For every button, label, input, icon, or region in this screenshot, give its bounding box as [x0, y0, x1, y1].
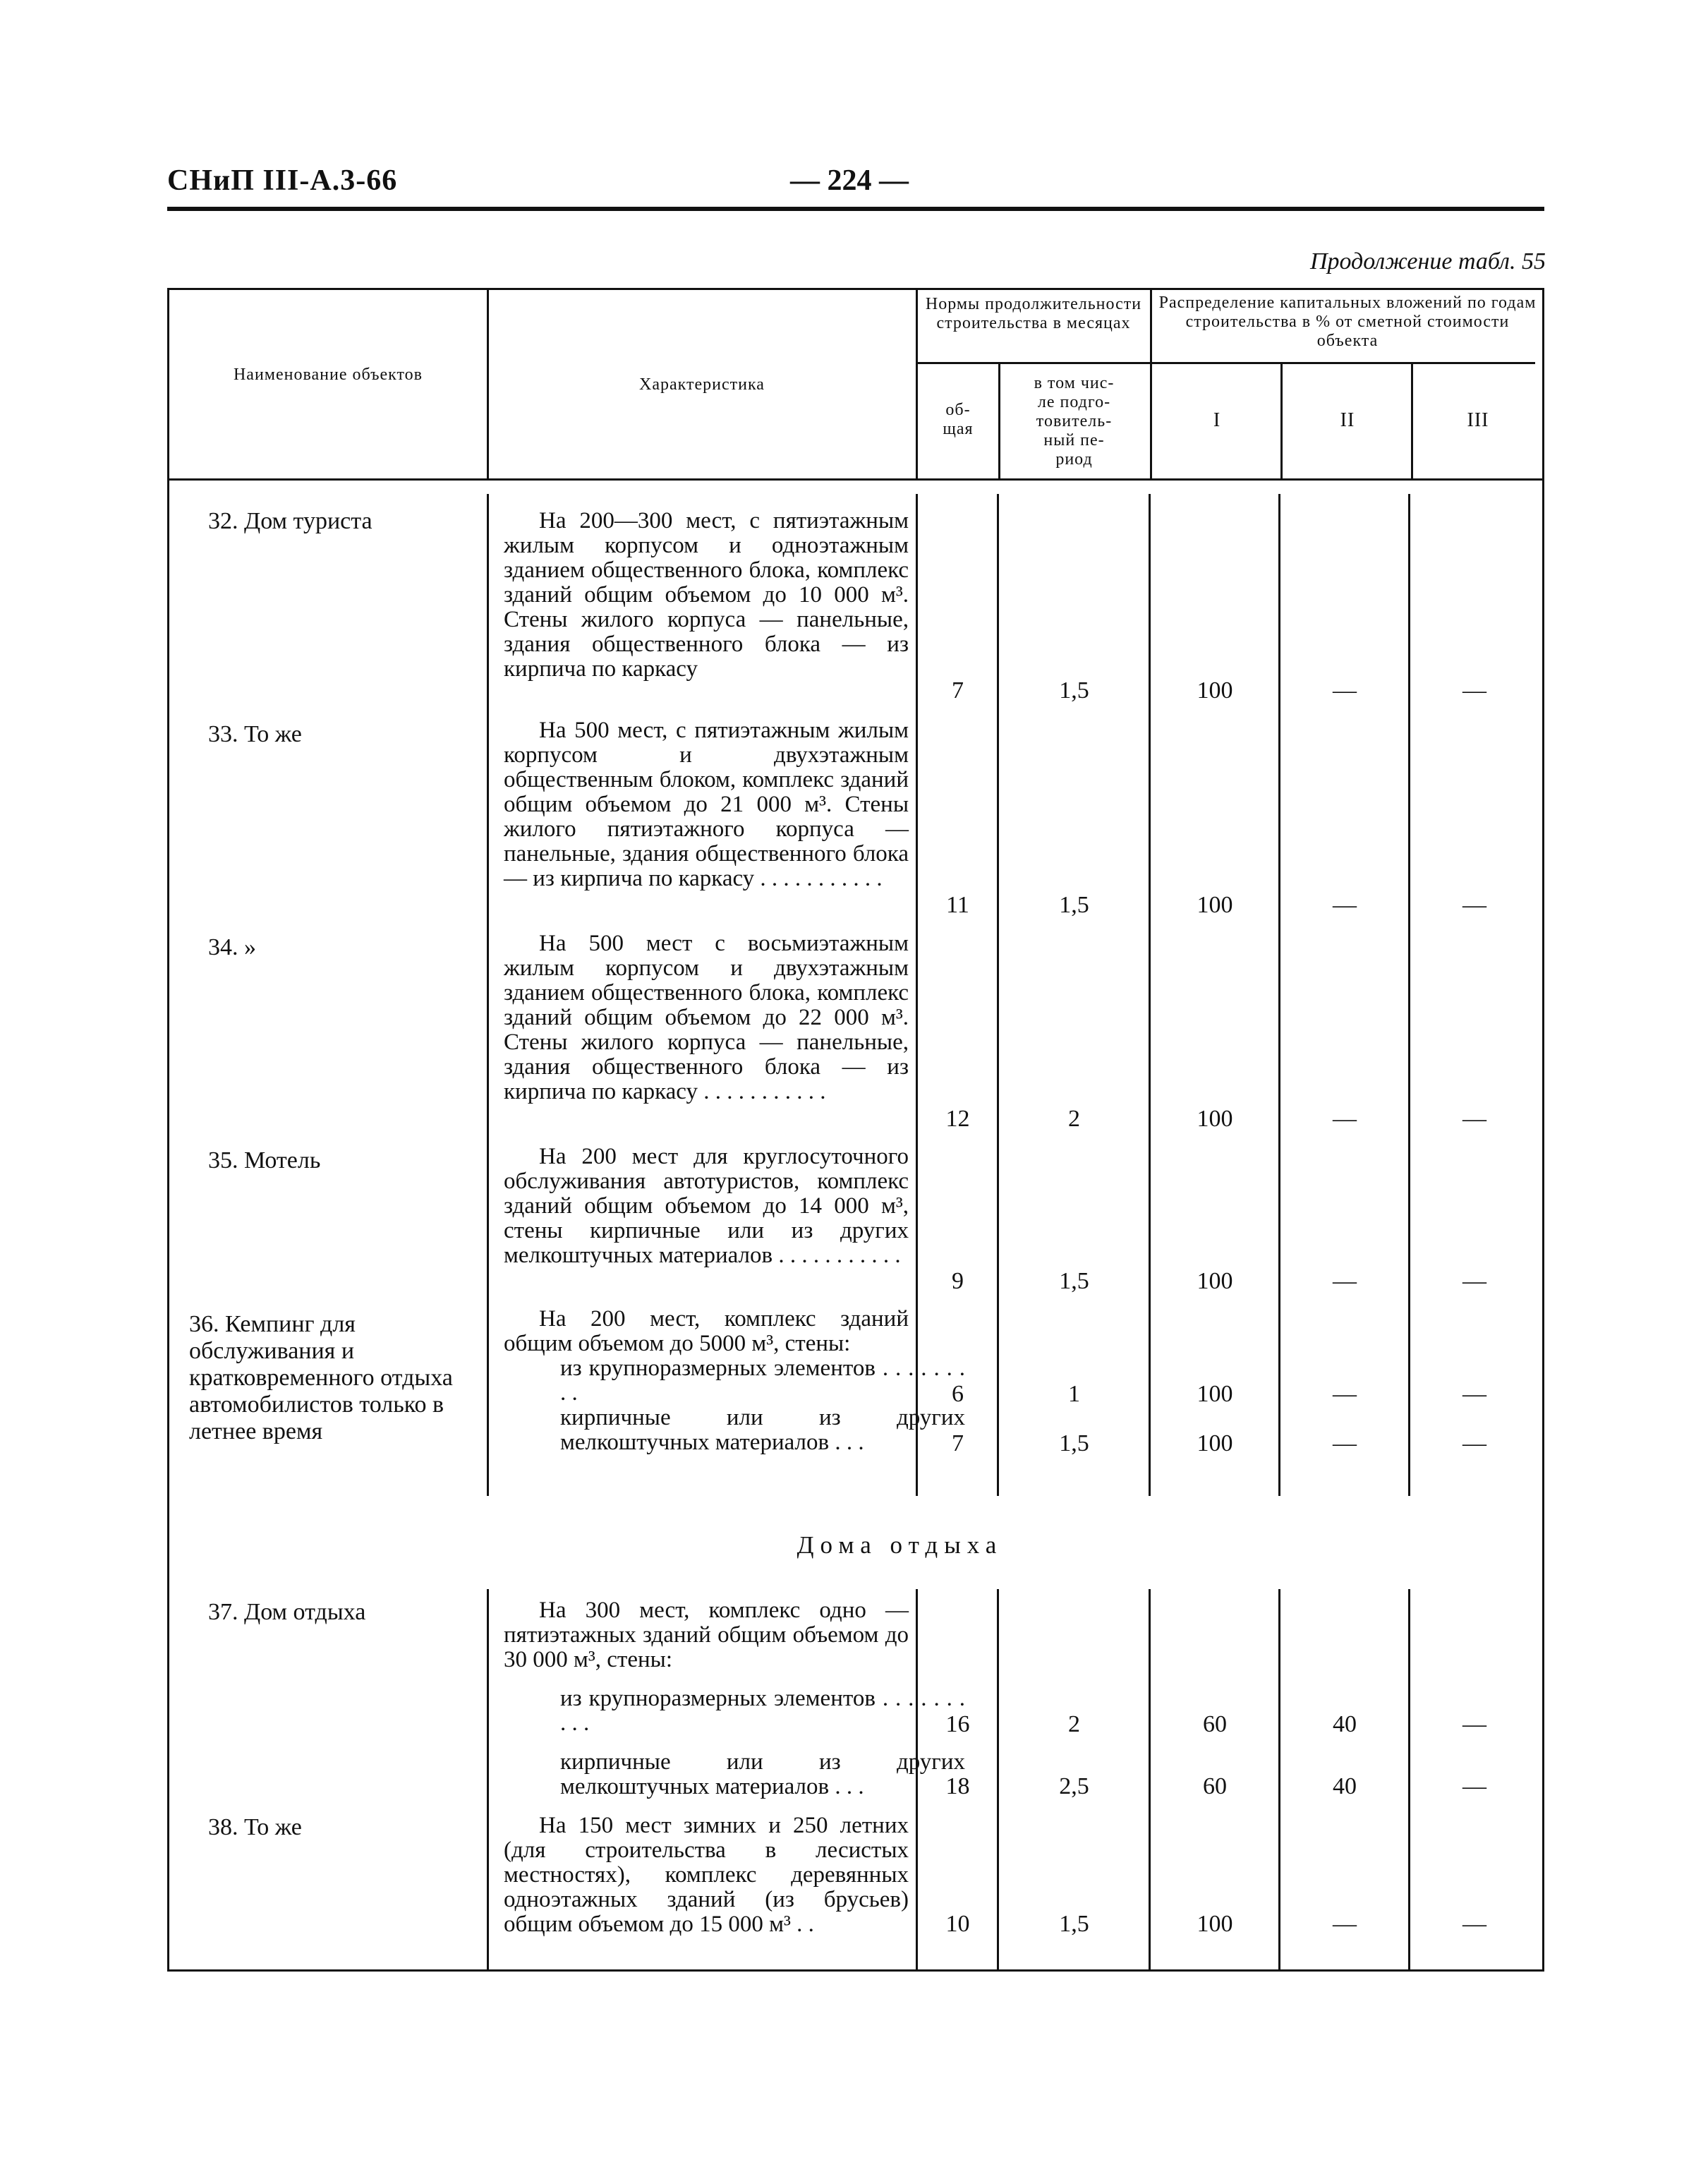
row-38-year-2: —: [1333, 1911, 1357, 1937]
row-36-variant-1: из крупноразмерных элементов . . . . . . . . .: [560, 1356, 965, 1406]
document-code: СНиП III-А.3-66: [167, 164, 398, 197]
row-33-prep: 1,5: [1059, 892, 1089, 918]
row-32-year-3: —: [1462, 677, 1486, 704]
row-38-name: 38. То же: [208, 1814, 302, 1840]
header-bottom-rule: [167, 478, 1544, 481]
row-36-variant-2-year-1: 100: [1197, 1430, 1233, 1456]
row-37-variant-1: из крупноразмерных элементов . . . . . . . . . .: [560, 1686, 965, 1736]
row-37-variant-2-year-1: 60: [1203, 1773, 1227, 1799]
row-32-description: На 200—300 мест, с пятиэтажным жилым корпусом и одноэтажным зданием общественного блока, комплекс зданий общим объемом до 10 000 м³. Стены жилого корпуса — панельные, здания общественного блока — из кирпича по каркасу: [504, 508, 909, 682]
row-35-year-2: —: [1333, 1268, 1357, 1294]
row-35-name: 35. Мотель: [208, 1147, 321, 1173]
table-left-border: [167, 288, 169, 1972]
row-34-year-3: —: [1462, 1106, 1486, 1132]
body1-sep-1: [487, 494, 489, 1496]
header-norms-total: об- щая: [943, 401, 974, 438]
section-heading: Дома отдыха: [797, 1531, 1003, 1559]
row-37-variant-2-year-2: 40: [1333, 1773, 1357, 1799]
row-33-year-2: —: [1333, 892, 1357, 918]
header-year-1: I: [1213, 409, 1221, 431]
header-norms-prep: в том чис- ле подго- товитель- ный пе- риод: [1034, 374, 1115, 469]
row-38-prep: 1,5: [1059, 1911, 1089, 1937]
row-37-variant-2-year-3: —: [1462, 1773, 1486, 1799]
col-sep-2: [916, 288, 918, 480]
row-36-variant-2-prep: 1,5: [1059, 1430, 1089, 1456]
row-36-variant-2-total: 7: [952, 1430, 964, 1456]
row-36-name: 36. Кемпинг для обслуживания и кратковременного отдыха автомобилистов только в летнее время: [189, 1311, 453, 1444]
body2-sep-1: [487, 1589, 489, 1969]
body1-sep-6: [1408, 494, 1410, 1496]
row-38-year-1: 100: [1197, 1911, 1233, 1937]
page-number: — 224 —: [790, 164, 909, 197]
row-33-year-1: 100: [1197, 892, 1233, 918]
body1-sep-5: [1278, 494, 1280, 1496]
row-36-variant-1-year-3: —: [1462, 1381, 1486, 1407]
row-37-name: 37. Дом отдыха: [208, 1599, 366, 1625]
table-bottom-rule: [167, 1969, 1544, 1972]
row-37-variant-1-year-2: 40: [1333, 1711, 1357, 1737]
row-35-description: На 200 мест для круглосуточного обслуживания автотуристов, комплекс зданий общим объемом до 14 000 м³, стены кирпичные или из других мелкоштучных материалов . . . . . . . . . . .: [504, 1144, 909, 1268]
row-36-variant-2: кирпичные или из других мелкоштучных материалов . . .: [560, 1405, 965, 1455]
row-37-variant-2-total: 18: [945, 1773, 970, 1799]
row-36-variant-2-year-2: —: [1333, 1430, 1357, 1456]
row-37-variant-1-prep: 2: [1068, 1711, 1080, 1737]
row-32-prep: 1,5: [1059, 677, 1089, 704]
col-sep-4: [1150, 288, 1152, 480]
header-characteristic: Характеристика: [639, 375, 765, 394]
header-year-3: III: [1467, 409, 1489, 431]
row-34-description: На 500 мест с восьмиэтажным жилым корпусом и двухэтажным зданием общественного блока, комплекс зданий общим объемом до 22 000 м³. Стены жилого корпуса — панельные, здания общественного блока — из кирпича по каркасу . . . . . . . . . . .: [504, 931, 909, 1104]
body1-sep-3: [997, 494, 999, 1496]
col-sep-5: [1280, 363, 1283, 480]
row-36-variant-1-prep: 1: [1068, 1381, 1080, 1407]
row-33-description: На 500 мест, с пятиэтажным жилым корпусом и двухэтажным общественным блоком, комплекс зданий общим объемом до 21 000 м³. Стены жилого пятиэтажного корпуса — панельные, здания общественного блока — из кирпича по каркасу . . . . . . . . . . .: [504, 718, 909, 891]
row-37-description: На 300 мест, комплекс одно — пятиэтажных зданий общим объемом до 30 000 м³, стены:: [504, 1598, 909, 1672]
row-35-prep: 1,5: [1059, 1268, 1089, 1294]
row-36-variant-2-year-3: —: [1462, 1430, 1486, 1456]
header-rule: [167, 207, 1544, 211]
col-sep-3: [998, 363, 1000, 480]
header-norms-group: Нормы продолжительности строительства в месяцах: [925, 295, 1142, 332]
distribution-subheader-rule: [1150, 362, 1535, 364]
row-37-variant-1-year-1: 60: [1203, 1711, 1227, 1737]
body1-sep-4: [1149, 494, 1151, 1496]
row-32-year-1: 100: [1197, 677, 1233, 704]
table-continuation-label: Продолжение табл. 55: [1309, 248, 1546, 274]
header-distribution-group: Распределение капитальных вложений по годам строительства в % от сметной стоимости объекта: [1158, 294, 1537, 350]
row-38-year-3: —: [1462, 1911, 1486, 1937]
col-sep-6: [1411, 363, 1413, 480]
row-34-prep: 2: [1068, 1106, 1080, 1132]
row-34-year-2: —: [1333, 1106, 1357, 1132]
row-37-variant-2: кирпичные или из других мелкоштучных материалов . . .: [560, 1749, 965, 1799]
row-38-description: На 150 мест зимних и 250 летних (для строительства в лесистых местностях), комплекс деревянных одноэтажных зданий (из брусьев) общим объемом до 15 000 м³ . .: [504, 1813, 909, 1937]
header-year-2: II: [1340, 409, 1355, 431]
col-sep-1: [487, 288, 489, 480]
row-36-variant-1-year-1: 100: [1197, 1381, 1233, 1407]
row-35-year-1: 100: [1197, 1268, 1233, 1294]
row-36-variant-1-year-2: —: [1333, 1381, 1357, 1407]
row-32-year-2: —: [1333, 677, 1357, 704]
row-32-total: 7: [952, 677, 964, 704]
norms-subheader-rule: [916, 362, 1152, 364]
row-35-total: 9: [952, 1268, 964, 1294]
row-33-total: 11: [946, 892, 969, 918]
row-38-total: 10: [945, 1911, 970, 1937]
row-37-variant-1-year-3: —: [1462, 1711, 1486, 1737]
row-36-description: На 200 мест, комплекс зданий общим объемом до 5000 м³, стены:: [504, 1306, 909, 1356]
row-35-year-3: —: [1462, 1268, 1486, 1294]
table-right-border: [1542, 288, 1544, 1972]
row-32-name: 32. Дом туриста: [208, 508, 373, 534]
table-top-rule: [167, 288, 1544, 290]
row-36-variant-1-total: 6: [952, 1381, 964, 1407]
row-33-name: 33. То же: [208, 721, 302, 747]
row-37-variant-2-prep: 2,5: [1059, 1773, 1089, 1799]
row-37-variant-1-total: 16: [945, 1711, 970, 1737]
header-object-name: Наименование объектов: [233, 366, 423, 384]
row-34-name: 34. »: [208, 934, 256, 960]
row-34-year-1: 100: [1197, 1106, 1233, 1132]
row-34-total: 12: [945, 1106, 970, 1132]
body1-sep-2: [916, 494, 918, 1496]
row-33-year-3: —: [1462, 892, 1486, 918]
